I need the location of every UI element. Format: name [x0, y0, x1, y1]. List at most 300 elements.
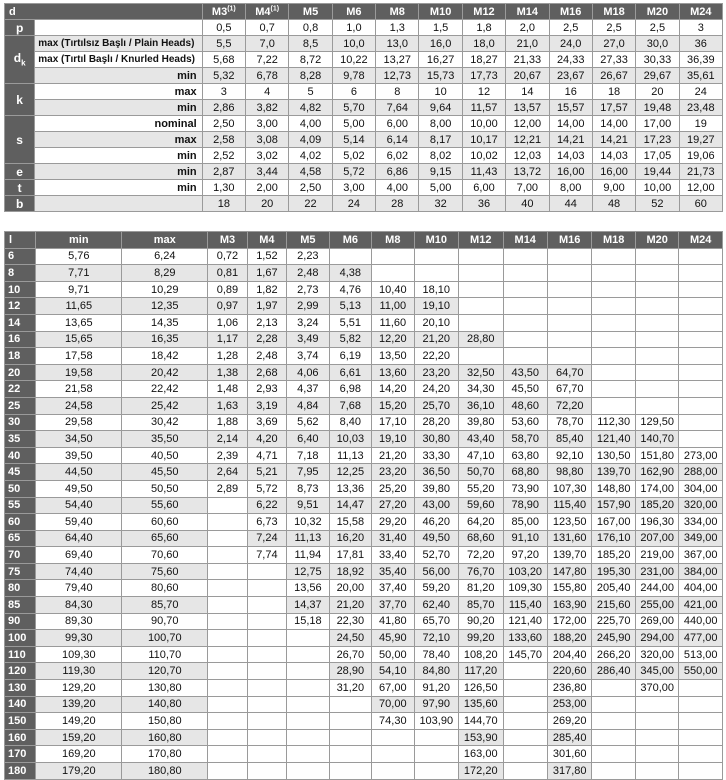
dimension-value: 8,72	[289, 52, 332, 68]
dimension-value: 52	[636, 196, 679, 212]
length-max: 160,80	[122, 729, 208, 746]
weight-value: 98,80	[547, 464, 591, 481]
dimension-value: 19,48	[636, 100, 679, 116]
dimension-symbol: k	[5, 84, 35, 116]
dimension-value: 48	[592, 196, 635, 212]
weight-value	[459, 281, 503, 298]
length-row	[5, 298, 723, 315]
tolerance-header: min	[36, 232, 122, 249]
dimension-value: 2,5	[636, 20, 679, 36]
size-header: M12	[459, 232, 503, 249]
length-min: 7,71	[36, 265, 122, 282]
dimension-row	[5, 116, 723, 132]
nominal-length: 85	[5, 597, 36, 614]
dimension-value: 5,00	[332, 116, 375, 132]
length-row	[5, 464, 723, 481]
dimensions-header-row	[5, 4, 723, 20]
length-min: 44,50	[36, 464, 122, 481]
dimension-qualifier	[35, 196, 202, 212]
weight-value	[247, 580, 286, 597]
weight-value: 37,40	[372, 580, 414, 597]
weight-value: 1,97	[247, 298, 286, 315]
dimension-value: 4,09	[289, 132, 332, 148]
dimension-value: 4,82	[289, 100, 332, 116]
weight-value: 28,80	[459, 331, 503, 348]
length-min: 24,58	[36, 397, 122, 414]
length-min: 89,30	[36, 613, 122, 630]
weight-value	[503, 763, 547, 780]
nominal-length: 55	[5, 497, 36, 514]
weight-value	[592, 680, 635, 697]
weight-value: 121,40	[503, 613, 547, 630]
dimension-qualifier: max	[35, 132, 202, 148]
weight-value	[679, 397, 723, 414]
weight-value: 7,18	[287, 447, 329, 464]
dimension-value: 21,73	[679, 164, 722, 180]
weight-value: 2,99	[287, 298, 329, 315]
size-header: M20	[635, 232, 678, 249]
weight-value	[329, 763, 371, 780]
weight-value: 0,89	[208, 281, 247, 298]
weight-value	[287, 763, 329, 780]
weight-value: 11,94	[287, 547, 329, 564]
size-header: M20	[636, 4, 679, 20]
weight-value: 27,20	[372, 497, 414, 514]
weight-value: 21,20	[329, 597, 371, 614]
dimension-value: 13,72	[506, 164, 549, 180]
dimension-value: 9,78	[332, 68, 375, 84]
length-row	[5, 248, 723, 265]
dimension-value: 13,0	[376, 36, 419, 52]
weight-value: 17,10	[372, 414, 414, 431]
weight-value: 67,70	[547, 381, 591, 398]
dimension-value: 32	[419, 196, 462, 212]
nominal-length: 170	[5, 746, 36, 763]
weight-value	[329, 729, 371, 746]
dimension-value: 5,00	[419, 180, 462, 196]
dimension-value: 6,86	[376, 164, 419, 180]
dimension-qualifier: min	[35, 180, 202, 196]
dimension-value: 18	[202, 196, 245, 212]
weight-value: 43,50	[503, 364, 547, 381]
length-max: 130,80	[122, 680, 208, 697]
weight-value	[208, 680, 247, 697]
length-row	[5, 713, 723, 730]
dimension-qualifier: max (Tırtıl Başlı / Knurled Heads)	[35, 52, 202, 68]
dimension-value: 44	[549, 196, 592, 212]
nominal-length: 75	[5, 563, 36, 580]
dimension-value: 12,00	[679, 180, 722, 196]
nominal-length: 20	[5, 364, 36, 381]
length-row	[5, 680, 723, 697]
nominal-length: 160	[5, 729, 36, 746]
weight-value	[208, 696, 247, 713]
weight-value: 50,70	[459, 464, 503, 481]
dimension-value: 17,23	[636, 132, 679, 148]
dimension-value: 10,00	[636, 180, 679, 196]
dimension-value: 1,8	[462, 20, 505, 36]
dimension-value: 16	[549, 84, 592, 100]
length-max: 150,80	[122, 713, 208, 730]
weight-value: 31,20	[329, 680, 371, 697]
dimension-value: 19	[679, 116, 722, 132]
dimension-value: 4	[246, 84, 289, 100]
dimension-value: 5,14	[332, 132, 375, 148]
dimension-value: 2,5	[549, 20, 592, 36]
weight-value	[679, 314, 723, 331]
dimension-value: 23,67	[549, 68, 592, 84]
dimension-value: 21,33	[506, 52, 549, 68]
weight-value	[592, 696, 635, 713]
weight-value: 107,30	[547, 480, 591, 497]
weight-value: 215,60	[592, 597, 635, 614]
weight-value: 253,00	[547, 696, 591, 713]
weight-value	[503, 696, 547, 713]
weight-value	[592, 364, 635, 381]
length-min: 11,65	[36, 298, 122, 315]
tolerance-header: max	[122, 232, 208, 249]
length-min: 139,20	[36, 696, 122, 713]
size-header: M12	[462, 4, 505, 20]
dimension-value: 13,57	[506, 100, 549, 116]
weight-value	[635, 746, 678, 763]
weight-value	[287, 680, 329, 697]
dimension-row	[5, 84, 723, 100]
weight-value	[287, 696, 329, 713]
weight-value: 145,70	[503, 646, 547, 663]
nominal-length: 150	[5, 713, 36, 730]
weight-value: 236,80	[547, 680, 591, 697]
length-max: 40,50	[122, 447, 208, 464]
dimension-value: 17,57	[592, 100, 635, 116]
weight-value: 317,80	[547, 763, 591, 780]
weight-value: 1,88	[208, 414, 247, 431]
weight-value	[679, 364, 723, 381]
weight-value	[247, 563, 286, 580]
weight-value	[635, 314, 678, 331]
length-header-row	[5, 232, 723, 249]
weight-value: 207,00	[635, 530, 678, 547]
weight-value: 148,80	[592, 480, 635, 497]
weight-value: 294,00	[635, 630, 678, 647]
dimension-value: 40	[506, 196, 549, 212]
weight-value: 151,80	[635, 447, 678, 464]
length-min: 74,40	[36, 563, 122, 580]
weight-value: 7,95	[287, 464, 329, 481]
weight-value: 2,48	[287, 265, 329, 282]
weight-value	[592, 248, 635, 265]
length-weight-table	[4, 231, 723, 780]
dimension-value: 29,67	[636, 68, 679, 84]
weight-value: 20,00	[329, 580, 371, 597]
dimension-symbol: e	[5, 164, 35, 180]
weight-value	[547, 248, 591, 265]
length-max: 6,24	[122, 248, 208, 265]
weight-value: 12,75	[287, 563, 329, 580]
weight-value: 31,40	[372, 530, 414, 547]
weight-value: 13,36	[329, 480, 371, 497]
nominal-length: 40	[5, 447, 36, 464]
weight-value: 70,00	[372, 696, 414, 713]
nominal-length: 12	[5, 298, 36, 315]
dimension-row	[5, 164, 723, 180]
dimension-value: 7,00	[506, 180, 549, 196]
dimension-value: 12,21	[506, 132, 549, 148]
dimension-value: 24	[679, 84, 722, 100]
weight-value	[247, 746, 286, 763]
length-max: 16,35	[122, 331, 208, 348]
dimension-qualifier: max	[35, 84, 202, 100]
nominal-length: 30	[5, 414, 36, 431]
dimension-symbol: t	[5, 180, 35, 196]
weight-value: 45,90	[372, 630, 414, 647]
weight-value	[247, 763, 286, 780]
dimension-symbol: b	[5, 196, 35, 212]
weight-value	[679, 713, 723, 730]
weight-value	[635, 265, 678, 282]
weight-value: 133,60	[503, 630, 547, 647]
dimension-qualifier: min	[35, 100, 202, 116]
dimension-row	[5, 180, 723, 196]
length-row	[5, 547, 723, 564]
dimension-value: 3,00	[246, 116, 289, 132]
weight-value: 126,50	[459, 680, 503, 697]
dimension-value: 16,27	[419, 52, 462, 68]
size-header: M5	[287, 232, 329, 249]
length-min: 9,71	[36, 281, 122, 298]
size-header: M10	[414, 232, 458, 249]
length-row	[5, 763, 723, 780]
dimension-value: 22	[289, 196, 332, 212]
weight-value	[287, 630, 329, 647]
weight-value: 0,81	[208, 265, 247, 282]
weight-value: 5,72	[247, 480, 286, 497]
weight-value: 185,20	[592, 547, 635, 564]
weight-value: 4,71	[247, 447, 286, 464]
weight-value	[208, 563, 247, 580]
weight-value: 59,20	[414, 580, 458, 597]
weight-value	[679, 265, 723, 282]
nominal-length: 120	[5, 663, 36, 680]
weight-value	[208, 663, 247, 680]
weight-value: 115,40	[503, 597, 547, 614]
dimension-value: 23,48	[679, 100, 722, 116]
dimension-value: 8,5	[289, 36, 332, 52]
weight-value: 220,60	[547, 663, 591, 680]
length-row	[5, 530, 723, 547]
length-max: 50,50	[122, 480, 208, 497]
weight-value: 55,20	[459, 480, 503, 497]
weight-value	[329, 713, 371, 730]
dimension-value: 12,73	[376, 68, 419, 84]
weight-value: 404,00	[679, 580, 723, 597]
weight-value: 97,20	[503, 547, 547, 564]
weight-value	[679, 414, 723, 431]
weight-value	[459, 248, 503, 265]
dimension-value: 5,5	[202, 36, 245, 52]
nominal-length: 8	[5, 265, 36, 282]
weight-value: 14,37	[287, 597, 329, 614]
weight-value: 288,00	[679, 464, 723, 481]
length-min: 59,40	[36, 514, 122, 531]
weight-value: 1,82	[247, 281, 286, 298]
size-header: M6	[329, 232, 371, 249]
dimension-value: 15,73	[419, 68, 462, 84]
weight-value: 1,28	[208, 348, 247, 365]
weight-value: 139,70	[592, 464, 635, 481]
length-min: 99,30	[36, 630, 122, 647]
dimension-value: 5,68	[202, 52, 245, 68]
dimension-value: 10,00	[462, 116, 505, 132]
length-row	[5, 431, 723, 448]
weight-value: 19,10	[372, 431, 414, 448]
dimension-value: 2,5	[592, 20, 635, 36]
weight-value	[592, 746, 635, 763]
weight-value: 3,19	[247, 397, 286, 414]
weight-value	[208, 746, 247, 763]
dimension-symbol: s	[5, 116, 35, 164]
dimension-value: 13,27	[376, 52, 419, 68]
length-row	[5, 580, 723, 597]
dimension-value: 6,14	[376, 132, 419, 148]
weight-value: 269,20	[547, 713, 591, 730]
weight-value	[247, 663, 286, 680]
dimension-value: 20	[246, 196, 289, 212]
nominal-length: 6	[5, 248, 36, 265]
weight-value	[503, 265, 547, 282]
weight-value: 13,60	[372, 364, 414, 381]
size-header: M16	[549, 4, 592, 20]
weight-value: 384,00	[679, 563, 723, 580]
dimension-value: 11,57	[462, 100, 505, 116]
weight-value	[372, 746, 414, 763]
nominal-length: 60	[5, 514, 36, 531]
weight-value	[329, 696, 371, 713]
length-max: 170,80	[122, 746, 208, 763]
weight-value	[679, 431, 723, 448]
weight-value: 5,51	[329, 314, 371, 331]
size-header: M14	[506, 4, 549, 20]
length-row	[5, 696, 723, 713]
weight-value	[503, 298, 547, 315]
weight-value: 11,13	[329, 447, 371, 464]
weight-value: 32,50	[459, 364, 503, 381]
length-row	[5, 613, 723, 630]
weight-value: 30,80	[414, 431, 458, 448]
weight-value	[372, 265, 414, 282]
dimension-value: 16,00	[549, 164, 592, 180]
weight-value: 301,60	[547, 746, 591, 763]
weight-value: 205,40	[592, 580, 635, 597]
weight-value: 129,50	[635, 414, 678, 431]
weight-value: 5,21	[247, 464, 286, 481]
length-min: 29,58	[36, 414, 122, 431]
weight-value	[503, 348, 547, 365]
length-max: 22,42	[122, 381, 208, 398]
weight-value	[208, 763, 247, 780]
dimension-value: 0,8	[289, 20, 332, 36]
length-row	[5, 348, 723, 365]
weight-value: 85,40	[547, 431, 591, 448]
weight-value: 26,70	[329, 646, 371, 663]
weight-value: 266,20	[592, 646, 635, 663]
weight-value	[635, 397, 678, 414]
length-row	[5, 646, 723, 663]
weight-value: 3,24	[287, 314, 329, 331]
weight-value	[372, 248, 414, 265]
length-header: l	[5, 232, 36, 249]
dimension-value: 1,30	[202, 180, 245, 196]
nominal-length: 100	[5, 630, 36, 647]
weight-value	[679, 763, 723, 780]
weight-value	[592, 298, 635, 315]
length-min: 5,76	[36, 248, 122, 265]
weight-value: 123,50	[547, 514, 591, 531]
nominal-length: 80	[5, 580, 36, 597]
dimension-value: 10,22	[332, 52, 375, 68]
dimension-value: 8,17	[419, 132, 462, 148]
dimension-value: 1,5	[419, 20, 462, 36]
weight-value	[287, 663, 329, 680]
weight-value	[679, 281, 723, 298]
weight-value: 421,00	[679, 597, 723, 614]
weight-value: 172,20	[459, 763, 503, 780]
weight-value: 140,70	[635, 431, 678, 448]
weight-value: 12,25	[329, 464, 371, 481]
dimension-value: 3,08	[246, 132, 289, 148]
dimension-value: 10,02	[462, 148, 505, 164]
weight-value: 2,73	[287, 281, 329, 298]
weight-value: 163,00	[459, 746, 503, 763]
dimension-row	[5, 68, 723, 84]
size-header: M8	[372, 232, 414, 249]
weight-value: 23,20	[372, 464, 414, 481]
weight-value	[459, 265, 503, 282]
weight-value: 3,69	[247, 414, 286, 431]
weight-value	[287, 729, 329, 746]
length-max: 10,29	[122, 281, 208, 298]
size-header: M3	[208, 232, 247, 249]
dimension-value: 1,0	[332, 20, 375, 36]
weight-value: 176,10	[592, 530, 635, 547]
weight-value: 36,50	[414, 464, 458, 481]
weight-value	[547, 265, 591, 282]
length-min: 54,40	[36, 497, 122, 514]
weight-value	[503, 281, 547, 298]
dimension-row	[5, 196, 723, 212]
weight-value	[503, 680, 547, 697]
weight-value: 2,13	[247, 314, 286, 331]
dimension-value: 19,06	[679, 148, 722, 164]
length-max: 70,60	[122, 547, 208, 564]
weight-value	[459, 348, 503, 365]
length-min: 149,20	[36, 713, 122, 730]
length-min: 13,65	[36, 314, 122, 331]
weight-value: 8,40	[329, 414, 371, 431]
weight-value: 4,37	[287, 381, 329, 398]
length-min: 49,50	[36, 480, 122, 497]
weight-value: 53,60	[503, 414, 547, 431]
weight-value: 74,30	[372, 713, 414, 730]
weight-value	[635, 364, 678, 381]
weight-value: 349,00	[679, 530, 723, 547]
weight-value: 117,20	[459, 663, 503, 680]
dimension-value: 14,03	[549, 148, 592, 164]
weight-value	[247, 729, 286, 746]
weight-value	[287, 713, 329, 730]
weight-value: 219,00	[635, 547, 678, 564]
weight-value: 59,60	[459, 497, 503, 514]
